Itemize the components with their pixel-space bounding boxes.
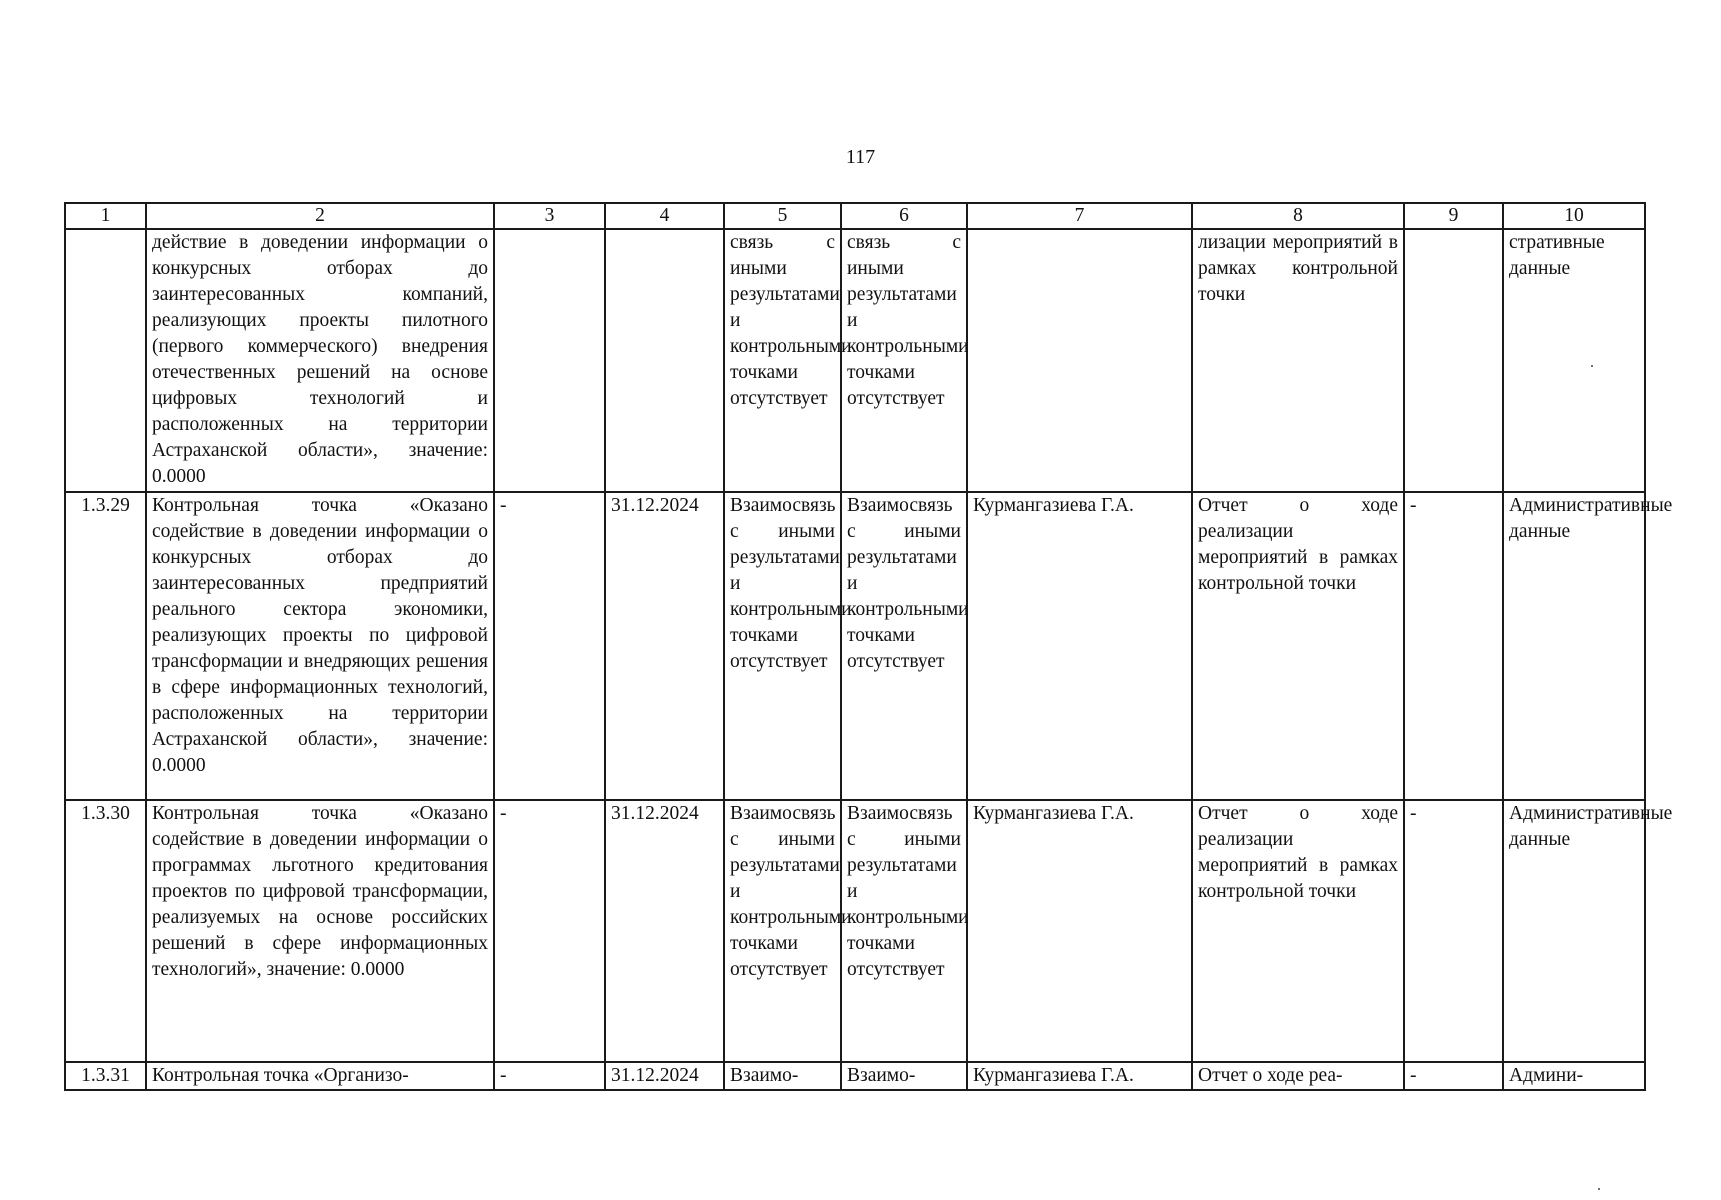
cell: - [494, 1062, 605, 1090]
relation-cell: Взаимосвязь с иными результатами и контрольными точками отсутствует [724, 800, 841, 1062]
column-header: 4 [605, 203, 724, 229]
data-table [64, 202, 1673, 1091]
relation-cell: связь с иными результатами и контрольными точками отсутствует [724, 229, 841, 492]
column-header: 8 [1192, 203, 1404, 229]
scan-speck [1598, 1188, 1600, 1190]
relation-cell: Взаимосвязь с иными результатами и контрольными точками отсутствует [841, 492, 967, 800]
cell [1404, 229, 1503, 492]
scan-speck [1591, 365, 1593, 367]
report-cell: Отчет о ходе реа- [1192, 1062, 1404, 1090]
date-cell [605, 229, 724, 492]
date-cell: 31.12.2024 [605, 1062, 724, 1090]
source-cell: стративные данные [1503, 229, 1645, 492]
table-row [65, 229, 1645, 492]
source-cell: Административные данные [1503, 492, 1645, 800]
column-header: 2 [146, 203, 494, 229]
description-cell: Контрольная точка «Оказано содействие в доведении информации о программах льготного кредитования проектов по цифровой трансформации, реализуемых на основе российских решений в сфере информационных технологий», значение: 0.0000 [146, 800, 494, 1062]
date-cell: 31.12.2024 [605, 492, 724, 800]
cell: - [494, 800, 605, 1062]
description-cell: Контрольная точка «Оказано содействие в доведении информации о конкурсных отборах до заинтересованных предприятий реального сектора экономики, реализующих проекты по цифровой трансформации и внедряющих решения в сфере информационных технологий, расположенных на территории Астраханской области», значение: 0.0000 [146, 492, 494, 800]
row-number-cell: 1.3.30 [65, 800, 146, 1062]
column-header: 10 [1503, 203, 1645, 229]
relation-cell: Взаимо- [841, 1062, 967, 1090]
column-header: 7 [967, 203, 1192, 229]
cell: - [1404, 492, 1503, 800]
report-cell: лизации мероприятий в рамках контрольной точки [1192, 229, 1404, 492]
relation-cell: Взаимо- [724, 1062, 841, 1090]
cell: - [1404, 1062, 1503, 1090]
table-row [65, 492, 1645, 800]
cell: - [1404, 800, 1503, 1062]
report-cell: Отчет о ходе реализации мероприятий в рамках контрольной точки [1192, 492, 1404, 800]
table-row [65, 1062, 1645, 1090]
column-header: 3 [494, 203, 605, 229]
page-number: 117 [845, 146, 876, 168]
column-header: 6 [841, 203, 967, 229]
cell: - [494, 492, 605, 800]
description-cell: действие в доведении информации о конкурсных отборах до заинтересованных компаний, реализующих проекты пилотного (первого коммерческого) внедрения отечественных решений на основе цифровых технологий и расположенных на территории Астраханской области», значение: 0.0000 [146, 229, 494, 492]
row-number-cell: 1.3.31 [65, 1062, 146, 1090]
relation-cell: Взаимосвязь с иными результатами и контрольными точками отсутствует [841, 800, 967, 1062]
date-cell: 31.12.2024 [605, 800, 724, 1062]
description-cell: Контрольная точка «Организо- [146, 1062, 494, 1090]
row-number-cell [65, 229, 146, 492]
relation-cell: Взаимосвязь с иными результатами и контрольными точками отсутствует [724, 492, 841, 800]
column-header: 9 [1404, 203, 1503, 229]
responsible-cell [967, 229, 1192, 492]
table-row [65, 800, 1645, 1062]
source-cell: Административные данные [1503, 800, 1645, 1062]
responsible-cell: Курмангазиева Г.А. [967, 492, 1192, 800]
column-header: 1 [65, 203, 146, 229]
header-row [65, 203, 1645, 229]
source-cell: Админи- [1503, 1062, 1645, 1090]
responsible-cell: Курмангазиева Г.А. [967, 800, 1192, 1062]
column-header: 5 [724, 203, 841, 229]
responsible-cell: Курмангазиева Г.А. [967, 1062, 1192, 1090]
report-cell: Отчет о ходе реализации мероприятий в рамках контрольной точки [1192, 800, 1404, 1062]
relation-cell: связь с иными результатами и контрольными точками отсутствует [841, 229, 967, 492]
cell [494, 229, 605, 492]
row-number-cell: 1.3.29 [65, 492, 146, 800]
